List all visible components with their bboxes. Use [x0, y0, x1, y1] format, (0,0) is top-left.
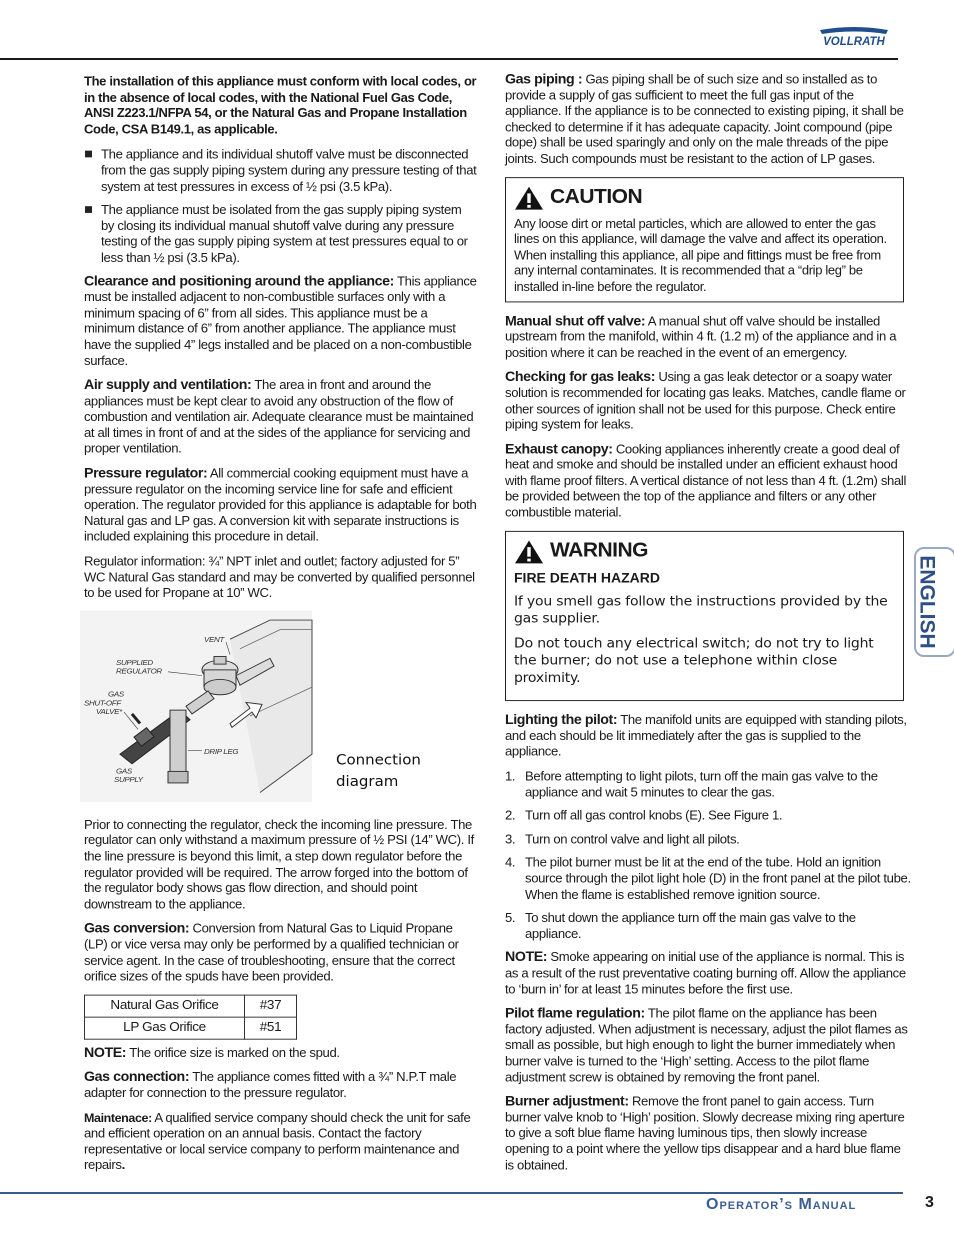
caution-title: CAUTION	[550, 186, 643, 209]
section-text: All commercial cooking equipment must have a pressure regulator on the incoming service line for safe and efficient operation. The regulator provided for this appliance is adaptable for both Natural gas and LP gas. A conversion kit with separate instructions is included explaining this procedure in detail.	[84, 465, 477, 544]
section-heading: Pressure regulator:	[84, 465, 208, 482]
section-heading: Lighting the pilot:	[505, 712, 618, 729]
gas-leaks-section	[505, 370, 912, 433]
clearance-section	[84, 274, 477, 369]
maintenance-section	[84, 1110, 477, 1174]
table-row	[85, 1017, 297, 1039]
lighting-pilot-section	[505, 713, 912, 761]
step-number: 2.	[505, 808, 516, 823]
prior-connection-text: Prior to connecting the regulator, check the incoming line pressure. The regulator can only withstand a maximum pressure of ½ PSI (14” WC). If the line pressure is beyond this limit, a step down regulator before the regulator provided will be required. The arrow forged into the bottom of the regulator body shows gas flow direction, and should point downstream to the appliance.	[84, 817, 474, 912]
regulator-info: Regulator information: ¾” NPT inlet and outlet; factory adjusted for 5” WC Natural Gas standard and may be converted by qualified personnel to be used for Propane at 10” WC.	[84, 553, 475, 601]
valve-label: VALVE*	[96, 706, 122, 716]
section-text: The manifold units are equipped with standing pilots, and each should be lit immediately after the gas is supplied to the appliance.	[505, 712, 907, 759]
warning-triangle-icon	[514, 539, 544, 564]
page-number: 3	[925, 1194, 934, 1211]
isolation-bullets	[84, 147, 477, 266]
section-text: Cooking appliances inherently create a good deal of heat and smoke and should be installed under an efficient exhaust hood with flame proof filters. A vertical distance of not less than 4 ft. (1.2m) shall be provided between the top of the appliance and filters or any other combustible material.	[505, 441, 907, 520]
language-tab-label: ENGLISH	[915, 555, 939, 649]
section-text: The pilot flame on the appliance has been factory adjusted. When adjustment is necessary, adjust the pilot flames as small as possible, but high enough to light the burner immediately when burner valve is turned to the ‘High’ setting. Access to the pilot flame adjustment screw is obtained by removing the front panel.	[505, 1006, 908, 1084]
orifice-table	[84, 994, 297, 1039]
section-heading: Burner adjustment:	[505, 1094, 629, 1110]
section-text: The area in front and around the appliances must be kept clear to avoid any obstruction of the flow of combustion and ventilation air. Adequate clearance must be maintained at all times in front of and at the sides of the appliance for servicing and proper ventilation.	[84, 377, 474, 456]
list-item	[505, 832, 912, 848]
pilot-steps	[505, 769, 912, 942]
section-heading: Pilot flame regulation:	[505, 1006, 645, 1022]
caution-header	[514, 185, 894, 210]
air-supply-section	[84, 378, 477, 457]
step-text: Turn on control valve and light all pilots.	[525, 831, 740, 847]
smoke-note	[505, 950, 912, 998]
gas-supply-label-1: GAS	[116, 766, 132, 776]
logo-text: VOLLRATH	[823, 36, 885, 48]
section-text: A manual shut off valve should be installed upstream from the manifold, within 4 ft. (1.2 m) of the appliance and in a position where it can be reached in the event of an emergency.	[505, 313, 897, 360]
shutoff-label: SHUT-OFF	[84, 698, 121, 708]
bullet-item: The appliance must be isolated from the gas supply piping system by closing its individual manual shutoff valve during any pressure testing of the gas supply piping system at test pressures equal to or less than ½ psi (3.5 kPa).	[84, 203, 477, 267]
section-heading: Air supply and ventilation:	[84, 377, 252, 394]
step-number: 4.	[505, 855, 516, 870]
list-item	[505, 911, 912, 943]
section-text: Conversion from Natural Gas to Liquid Propane (LP) or vice versa may only be performed by a qualified technician or service agent. In the case of troubleshooting, ensure that the correct orifice sizes of the spuds have been provided.	[84, 921, 459, 984]
language-tab-english	[912, 546, 954, 658]
right-column	[505, 72, 912, 1182]
regulator-label: REGULATOR	[116, 666, 162, 676]
section-heading: Gas piping :	[505, 72, 583, 88]
section-heading: Checking for gas leaks:	[505, 369, 656, 385]
bullet-item: The appliance and its individual shutoff valve must be disconnected from the gas supply piping system during any pressure testing of that system at test pressures in excess of ½ psi (3.5 kPa).	[84, 147, 477, 195]
list-item	[505, 855, 912, 903]
note-heading: NOTE:	[505, 949, 548, 966]
gas-piping-section	[505, 72, 912, 167]
drip-leg-label: DRIP LEG	[204, 747, 239, 756]
step-number: 5.	[505, 910, 516, 925]
header-rule	[0, 58, 898, 60]
shutoff-valve-section	[505, 313, 912, 361]
warning-box	[505, 531, 904, 702]
connection-diagram-drawing	[80, 610, 320, 805]
step-number: 3.	[505, 831, 516, 847]
section-text: Gas piping shall be of such size and so installed as to provide a supply of gas sufficient to meet the full gas input of the appliance. If the appliance is to be connected to existing piping, it shall be checked to determine if it has adequate capacity. Joint compound (pipe dope) shall be used sparingly and only on the male threads of the pipe joints. Such compounds must be resistant to the action of LP gases.	[505, 72, 904, 166]
warning-paragraph: If you smell gas follow the instructions provided by the gas supplier.	[514, 594, 888, 627]
caution-text: Any loose dirt or metal particles, which are allowed to enter the gas lines on this appliance, will damage the valve and affect its operation. When installing this appliance, all pipe and fittings must be free from any internal contaminates. It is recommended that a “drip leg” be installed in-line before the regulator.	[514, 215, 887, 294]
gas-connection-section	[84, 1070, 477, 1102]
orifice-name: Natural Gas Orifice	[85, 995, 245, 1017]
section-text: Using a gas leak detector or a soapy water solution is recommended for locating gas leaks. Matches, candle flame or other sources of ignition shall not be used for this purpose. Check entire piping system for leaks.	[505, 369, 906, 432]
note-heading: NOTE:	[84, 1045, 127, 1061]
diagram-caption: Connection diagram	[336, 751, 421, 790]
section-text: A qualified service company should check the unit for safe and efficient operation on an annual basis. Contact the factory representative or local service company to perform maintenance and repairs	[84, 1110, 471, 1173]
section-heading: Clearance and positioning around the appliance:	[84, 273, 394, 290]
warning-header	[514, 539, 894, 564]
step-text: The pilot burner must be lit at the end of the tube. Hold an ignition source through the pilot light hole (D) in the front panel at the pilot tube. When the flame is established remove ignition source.	[525, 855, 911, 902]
pilot-flame-section	[505, 1006, 912, 1085]
orifice-name: LP Gas Orifice	[85, 1017, 245, 1039]
section-heading: Maintenace:	[84, 1111, 152, 1125]
section-end: .	[121, 1157, 125, 1173]
supplied-label: SUPPLIED	[116, 658, 153, 667]
table-row	[85, 995, 297, 1017]
gas-label: GAS	[108, 689, 124, 699]
note-text: Smoke appearing on initial use of the appliance is normal. This is as a result of the rust preventative coating burning off. Allow the appliance to ‘burn in’ for at least 15 minutes before the first use.	[505, 949, 906, 997]
section-heading: Gas connection:	[84, 1069, 190, 1086]
vent-label: VENT	[204, 635, 224, 644]
section-text: The appliance comes fitted with a ¾” N.P.T male adapter for connection to the pressure regulator.	[84, 1069, 457, 1100]
step-number: 1.	[505, 768, 516, 784]
pressure-regulator-section	[84, 466, 477, 545]
left-column	[84, 74, 477, 1182]
orifice-size: #37	[245, 995, 297, 1017]
note-text: The orifice size is marked on the spud.	[126, 1045, 340, 1060]
step-text: Turn off all gas control knobs (E). See Figure 1.	[525, 808, 783, 823]
section-heading: Exhaust canopy:	[505, 441, 613, 457]
warning-title: WARNING	[550, 539, 648, 562]
connection-diagram	[80, 610, 480, 805]
step-text: Before attempting to light pilots, turn off the main gas valve to the appliance and wait 5 minutes to clear the gas.	[525, 768, 878, 800]
section-text: Remove the front panel to gain access. Turn burner valve knob to ‘High’ position. Slowly decrease mixing ring aperture to give a soft blue flame having luminous tips, then slowly increase opening to a point where the yellow tips disappear and a hard blue flame is obtained.	[505, 1094, 905, 1172]
orifice-size: #51	[245, 1017, 297, 1039]
list-item	[505, 769, 912, 801]
warning-subtitle: FIRE DEATH HAZARD	[514, 569, 660, 586]
caution-box	[505, 177, 904, 302]
burner-adjustment-section	[505, 1094, 912, 1173]
step-text: To shut down the appliance turn off the main gas valve to the appliance.	[525, 910, 856, 941]
warning-paragraph: Do not touch any electrical switch; do not try to light the burner; do not use a telephone within close proximity.	[514, 636, 874, 686]
intro-statement: The installation of this appliance must conform with local codes, or in the absence of local codes, with the National Fuel Gas Code, ANSI Z223.1/NFPA 54, or the Natural Gas and Propane Installation Code, CSA B149.1, as applicable.	[84, 74, 477, 137]
section-text: This appliance must be installed adjacent to non-combustible surfaces only with a minimum spacing of 6” from all sides. This appliance must be a minimum distance of 6” from another appliance. The appliance must have the supplied 4” legs installed and be placed on a non-combustible surface.	[84, 273, 477, 368]
footer-title: Operator’s Manual	[706, 1196, 857, 1213]
section-heading: Manual shut off valve:	[505, 313, 646, 329]
section-heading: Gas conversion:	[84, 921, 190, 937]
vollrath-logo	[818, 26, 890, 48]
footer-rule	[0, 1192, 903, 1194]
gas-supply-label-2: SUPPLY	[114, 774, 143, 784]
orifice-note	[84, 1045, 477, 1061]
gas-conversion-section	[84, 921, 477, 985]
warning-triangle-icon	[514, 185, 544, 210]
list-item	[505, 808, 912, 824]
exhaust-canopy-section	[505, 442, 912, 521]
